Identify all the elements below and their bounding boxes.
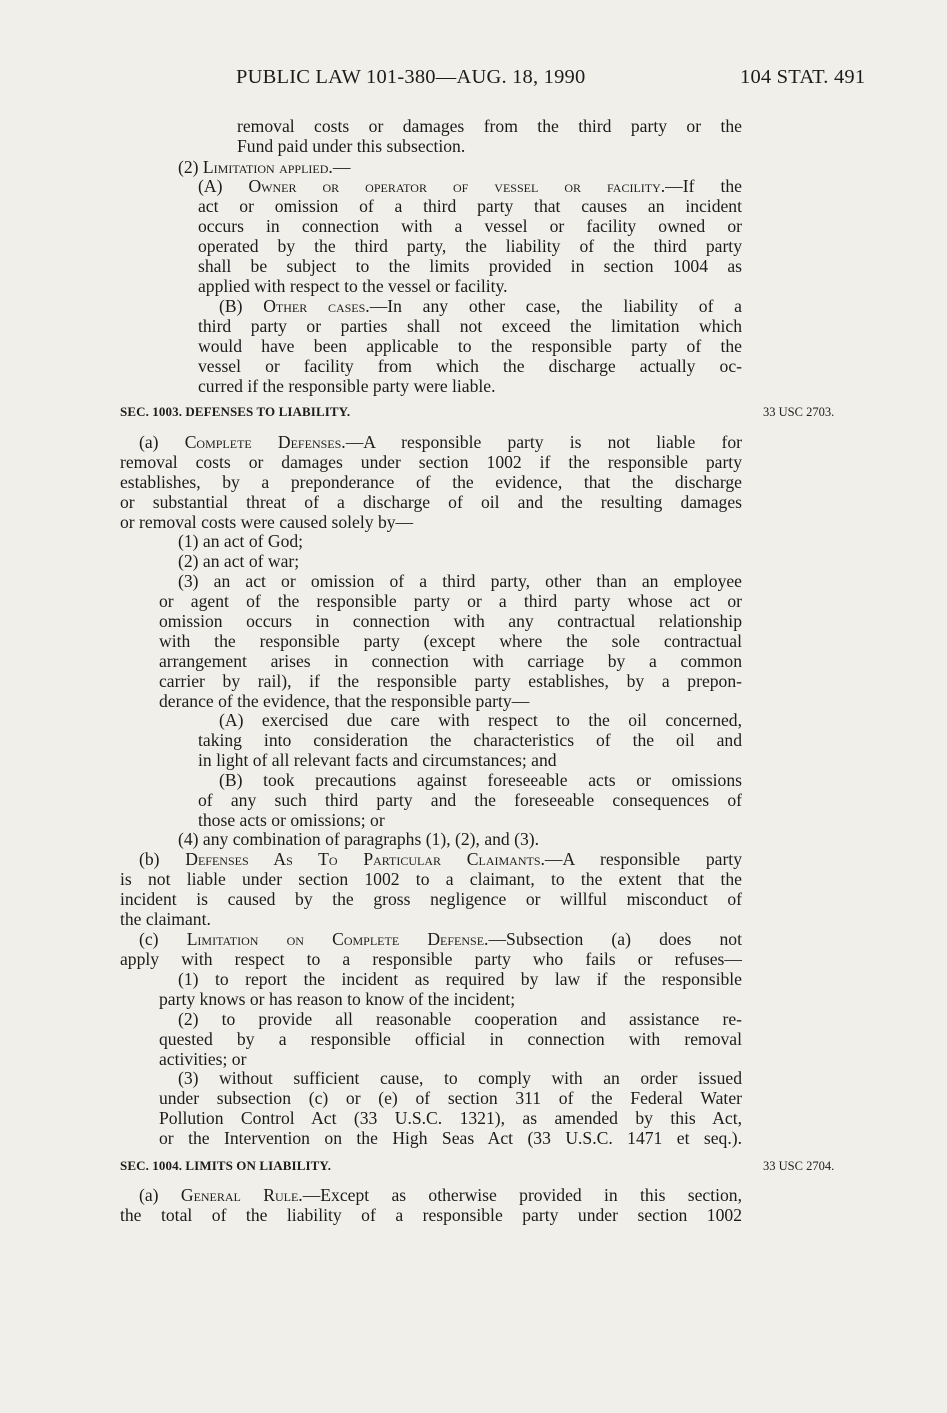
text-line: or removal costs were caused solely by— (120, 512, 414, 532)
paragraph-heading: Complete Defenses. (184, 432, 346, 452)
margin-citation-1004: 33 USC 2704. (763, 1159, 835, 1173)
paragraph-heading: Defenses As To Particular Claimants. (185, 849, 545, 869)
text-line: curred if the responsible party were liable. (198, 376, 496, 396)
text-line: under subsection (c) or (e) of section 311 of the Federal Water (159, 1088, 742, 1108)
text-line: or agent of the responsible party or a third party whose act or (159, 591, 742, 611)
text-line: (3) without sufficient cause, to comply with an order issued (178, 1068, 742, 1088)
paragraph-heading: Limitation on Complete Defense. (186, 929, 489, 949)
text-line: (a) General Rule.—Except as otherwise provided in this section, (139, 1185, 743, 1205)
text-line: arrangement arises in connection with carriage by a common (159, 651, 742, 671)
text-line: (b) Defenses As To Particular Claimants.—A responsible party (139, 849, 742, 869)
text-line: the claimant. (120, 909, 211, 929)
text-line: (a) Complete Defenses.—A responsible party is not liable for (139, 432, 742, 452)
section-heading-1003: SEC. 1003. DEFENSES TO LIABILITY. (120, 404, 351, 419)
text-line: (3) an act or omission of a third party, other than an employee (178, 571, 742, 591)
text-line: (A) Owner or operator of vessel or facility.—If the (198, 176, 742, 196)
text-line: (2) Limitation applied.— (178, 157, 351, 177)
text-line: (4) any combination of paragraphs (1), (2), and (3). (178, 829, 540, 849)
text-line: activities; or (159, 1049, 247, 1069)
text-line: taking into consideration the characteristics of the oil and (198, 730, 742, 750)
paragraph-heading: Other cases. (263, 296, 370, 316)
text-line: carrier by rail), if the responsible party establishes, by a prepon- (159, 671, 742, 691)
paragraph-heading: Limitation applied. (202, 157, 333, 177)
text-line: establishes, by a preponderance of the evidence, that the discharge (120, 472, 742, 492)
text-line: act or omission of a third party that causes an incident (198, 196, 742, 216)
text-line: (c) Limitation on Complete Defense.—Subsection (a) does not (139, 929, 742, 949)
text-line: those acts or omissions; or (198, 810, 385, 830)
text-line: in light of all relevant facts and circumstances; and (198, 750, 557, 770)
text-line: quested by a responsible official in connection with removal (159, 1029, 742, 1049)
text-line: would have been applicable to the responsible party of the (198, 336, 742, 356)
text-line: derance of the evidence, that the responsible party— (159, 691, 530, 711)
text-line: removal costs or damages from the third party or the (237, 116, 742, 136)
text-line: or substantial threat of a discharge of oil and the resulting damages (120, 492, 742, 512)
text-line: (2) an act of war; (178, 551, 300, 571)
text-line: (B) took precautions against foreseeable acts or omissions (219, 770, 742, 790)
text-line: omission occurs in connection with any contractual relationship (159, 611, 742, 631)
text-line: third party or parties shall not exceed the limitation which (198, 316, 742, 336)
section-heading-1004: SEC. 1004. LIMITS ON LIABILITY. (120, 1158, 332, 1173)
text-line: Fund paid under this subsection. (237, 136, 466, 156)
text-line: (1) to report the incident as required by law if the responsible (178, 969, 742, 989)
text-line: shall be subject to the limits provided in section 1004 as (198, 256, 742, 276)
text-line: applied with respect to the vessel or facility. (198, 276, 508, 296)
text-line: removal costs or damages under section 1002 if the responsible party (120, 452, 742, 472)
text-line: (A) exercised due care with respect to the oil concerned, (219, 710, 742, 730)
text-line: the total of the liability of a responsible party under section 1002 (120, 1205, 742, 1225)
paragraph-heading: Owner or operator of vessel or facility. (248, 176, 666, 196)
text-line: party knows or has reason to know of the incident; (159, 989, 516, 1009)
text-line: is not liable under section 1002 to a claimant, to the extent that the (120, 869, 742, 889)
text-line: Pollution Control Act (33 U.S.C. 1321), as amended by this Act, (159, 1108, 742, 1128)
text-line: incident is caused by the gross negligence or willful misconduct of (120, 889, 742, 909)
text-line: apply with respect to a responsible party who fails or refuses— (120, 949, 742, 969)
text-line: occurs in connection with a vessel or facility owned or (198, 216, 742, 236)
text-line: with the responsible party (except where the sole contractual (159, 631, 742, 651)
text-line: operated by the third party, the liability of the third party (198, 236, 742, 256)
text-line: (2) to provide all reasonable cooperation and assistance re- (178, 1009, 742, 1029)
text-line: vessel or facility from which the discharge actually oc- (198, 356, 742, 376)
running-header-page-number: 104 STAT. 491 (740, 66, 866, 88)
text-line: of any such third party and the foreseeable consequences of (198, 790, 742, 810)
text-line: (B) Other cases.—In any other case, the liability of a (219, 296, 742, 316)
running-header-title: PUBLIC LAW 101-380—AUG. 18, 1990 (236, 66, 586, 88)
text-line: (1) an act of God; (178, 531, 304, 551)
margin-citation-1003: 33 USC 2703. (763, 405, 835, 419)
paragraph-heading: General Rule. (180, 1185, 303, 1205)
text-line: or the Intervention on the High Seas Act (33 U.S.C. 1471 et seq.). (159, 1128, 742, 1148)
